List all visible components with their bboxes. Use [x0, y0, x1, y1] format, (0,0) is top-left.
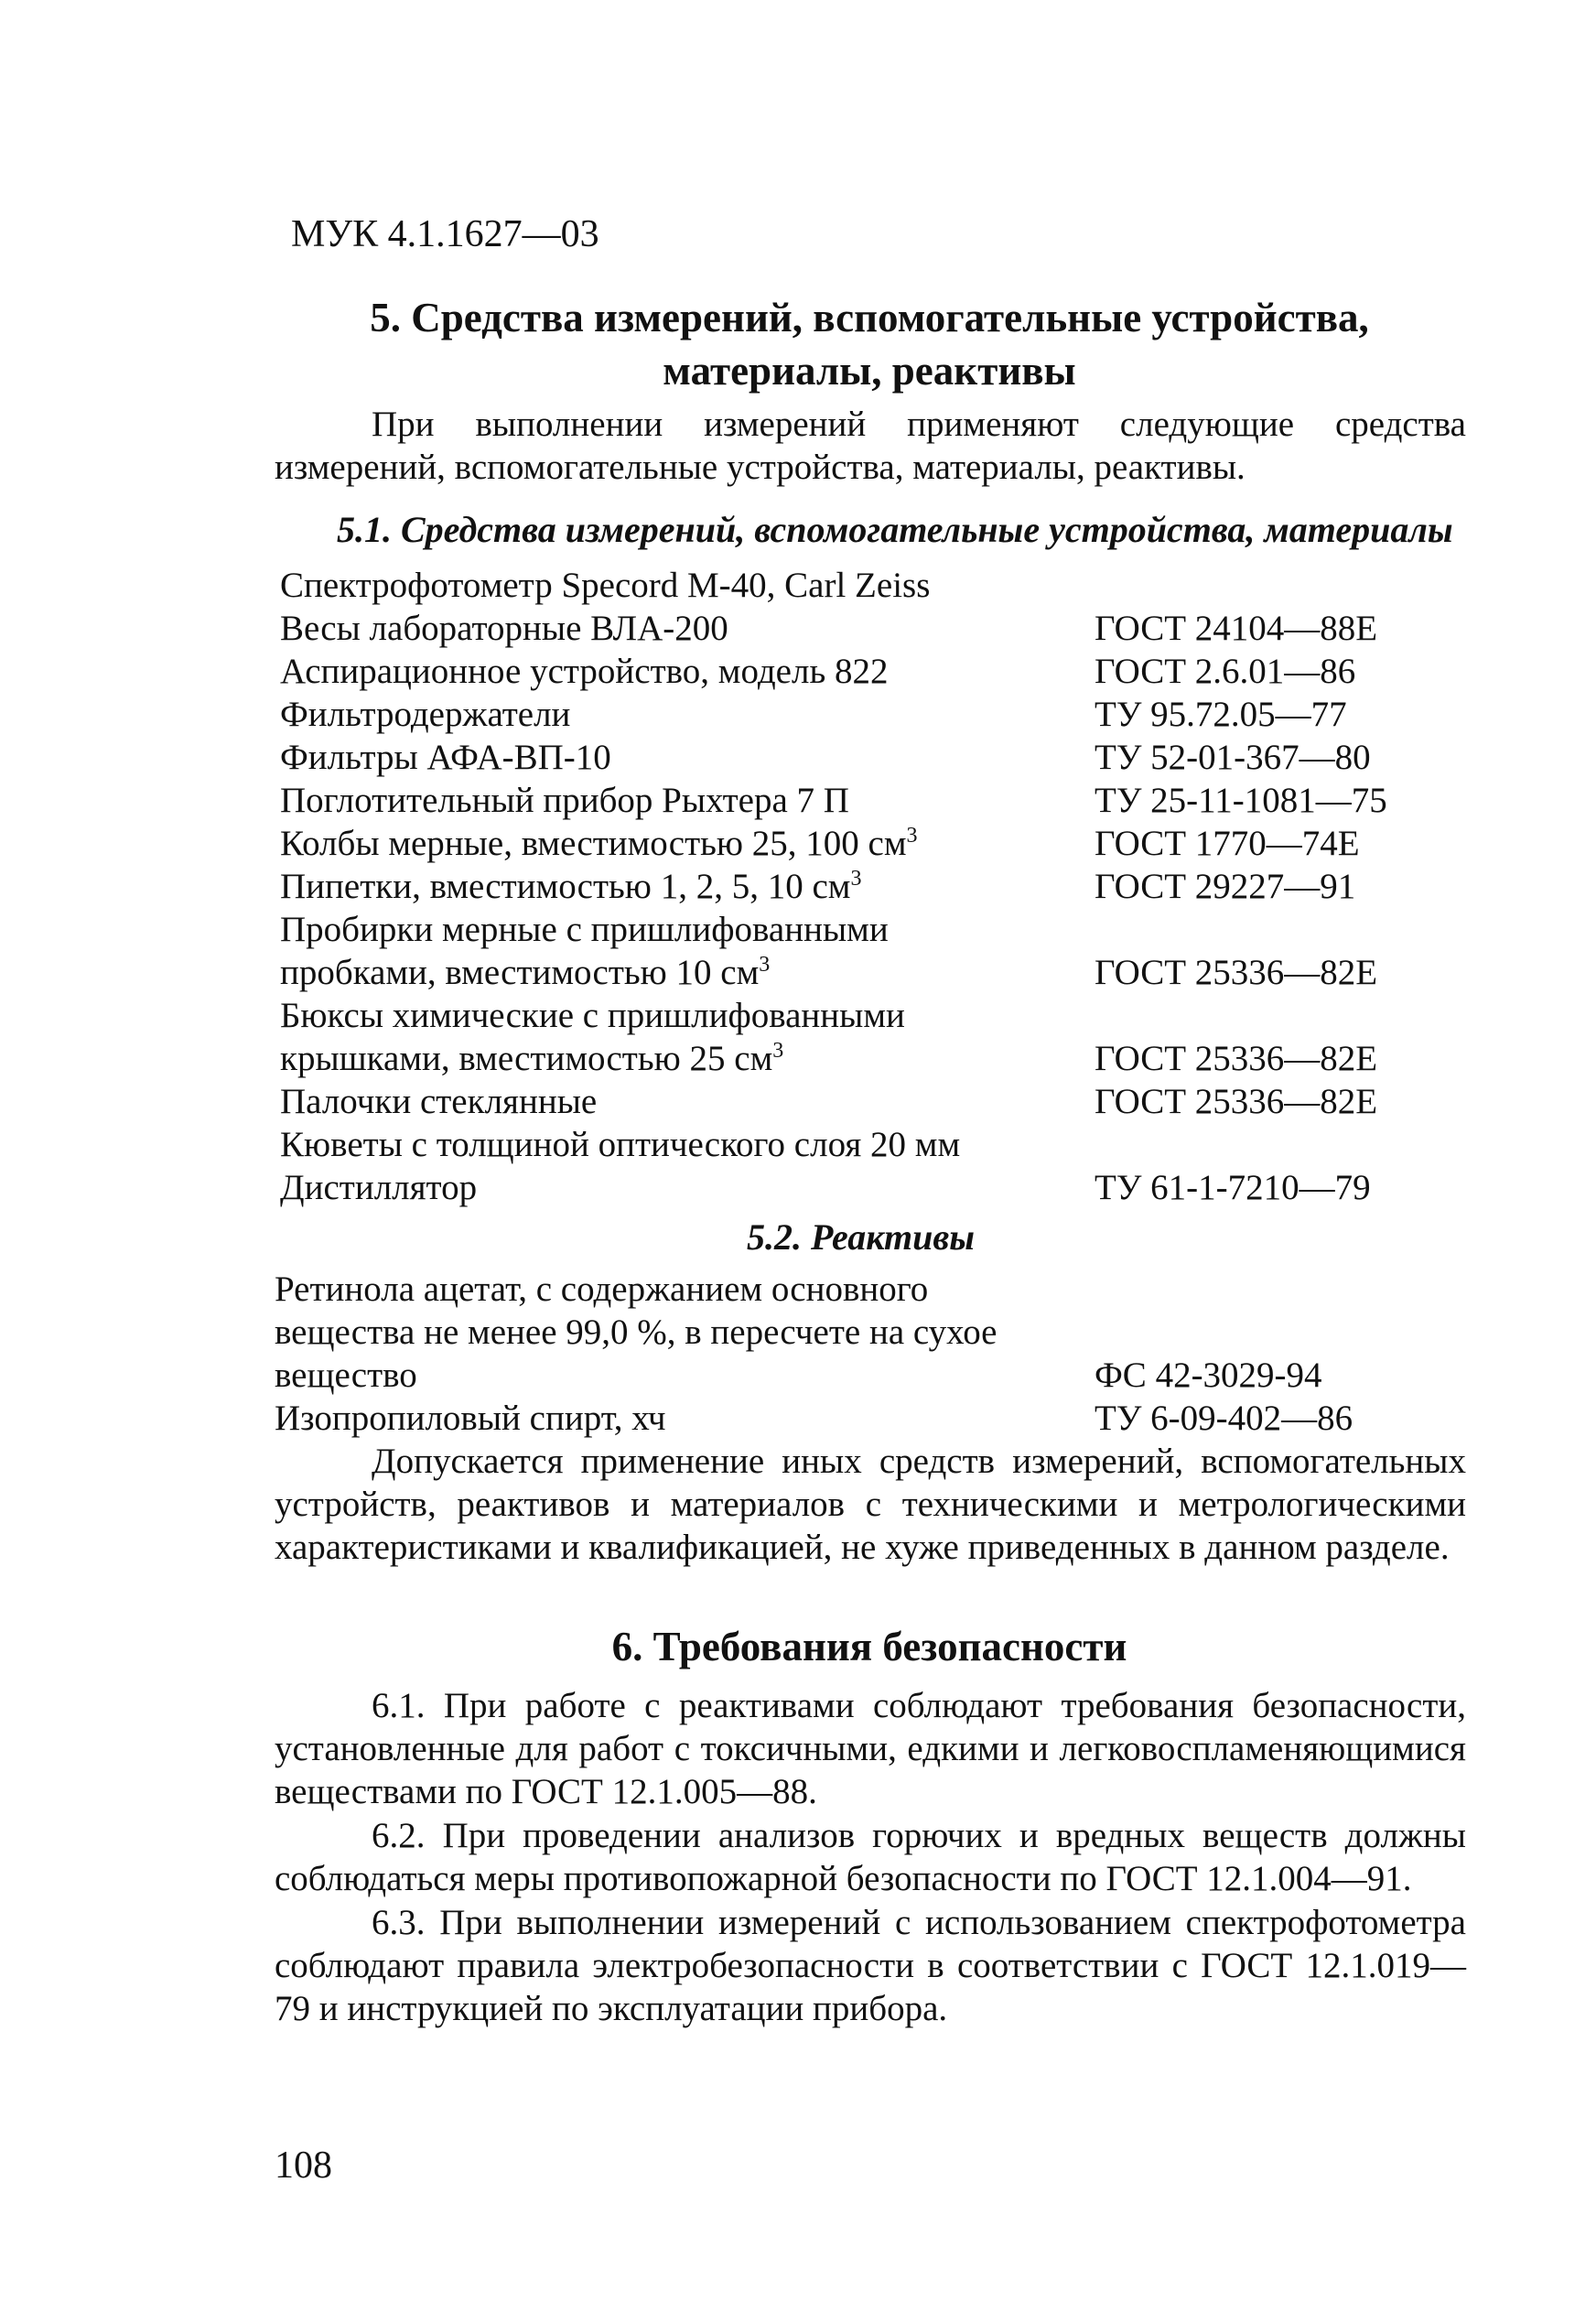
equivalents-note: Допускается применение иных средств измерений, вспомогательных устройств, реактивов и материалов с техническими и метрологическими характеристиками и квалификацией, не хуже приведенных в данном разделе.: [275, 1442, 1466, 1567]
section-5-title: [275, 291, 1464, 397]
list-item: вещества не менее 99,0 %, в пересчете на сухое: [275, 1313, 998, 1352]
list-item: Поглотительный прибор Рыхтера 7 П ТУ 25-11-1081—75: [280, 781, 1387, 820]
list-item: Пробирки мерные с пришлифованными: [280, 910, 889, 949]
section-6-title: 6. Требования безопасности: [611, 1624, 1127, 1669]
list-item: Спектрофотометр Specord М-40, Carl Zeiss: [280, 566, 931, 605]
list-item: Ретинола ацетат, с содержанием основного: [275, 1269, 929, 1309]
list-item: Дистиллятор ТУ 61-1-7210—79: [280, 1168, 1371, 1207]
list-item: Изопропиловый спирт, хч ТУ 6-09-402—86: [275, 1399, 1353, 1438]
list-item: Фильтры АФА-ВП-10 ТУ 52-01-367—80: [280, 738, 1371, 777]
list-item: Фильтродержатели ТУ 95.72.05—77: [280, 695, 1347, 734]
paragraph-6-3: 6.3. При выполнении измерений с использованием спектрофотометра соблюдают правила электробезопасности в соответствии с ГОСТ 12.1.019—79 и инструкцией по эксплуатации прибора.: [275, 1903, 1466, 2028]
subsection-5-1-title: 5.1. Средства измерений, вспомогательные устройства, материалы: [337, 509, 1453, 550]
reagents-list: [275, 1268, 1464, 1440]
document-code: МУК 4.1.1627—03: [291, 213, 599, 255]
list-item: Весы лабораторные ВЛА-200 ГОСТ 24104—88Е: [280, 609, 1378, 648]
paragraph-6-1: 6.1. При работе с реактивами соблюдают требования безопасности, установленные для работ с токсичными, едкими и легковоспламеняющимися веществами по ГОСТ 12.1.005—88.: [275, 1686, 1466, 1811]
list-item: Пипетки, вместимостью 1, 2, 5, 10 $см^3$ ГОСТ 29227—91: [280, 867, 1356, 906]
list-item: пробками, вместимостью 10 $см^3$ ГОСТ 25336—82Е: [280, 953, 1378, 992]
list-item: Кюветы с толщиной оптического слоя 20 мм: [280, 1125, 961, 1164]
section-5-title-line2: материалы, реактивы: [663, 348, 1076, 394]
list-item: Палочки стеклянные ГОСТ 25336—82Е: [280, 1082, 1378, 1121]
section-5-intro: При выполнении измерений применяют следующие средства измерений, вспомогательные устройства, материалы, реактивы.: [275, 405, 1466, 487]
page-number: 108: [275, 2144, 332, 2187]
list-item: Колбы мерные, вместимостью 25, 100 $см^3$ ГОСТ 1770—74Е: [280, 824, 1360, 863]
paragraph-6-2: 6.2. При проведении анализов горючих и вредных веществ должны соблюдаться меры противопожарной безопасности по ГОСТ 12.1.004—91.: [275, 1816, 1466, 1898]
list-item: крышками, вместимостью 25 $см^3$ ГОСТ 25336—82Е: [280, 1039, 1378, 1078]
list-item: Аспирационное устройство, модель 822 ГОСТ 2.6.01—86: [280, 652, 1356, 691]
list-item: Бюксы химические с пришлифованными: [280, 996, 905, 1035]
section-5-title-line1: 5. Средства измерений, вспомогательные устройства,: [370, 295, 1369, 340]
subsection-5-2-title: 5.2. Реактивы: [747, 1216, 975, 1258]
list-item: вещество ФС 42-3029-94: [275, 1356, 1322, 1395]
equipment-list: [280, 564, 1470, 1209]
